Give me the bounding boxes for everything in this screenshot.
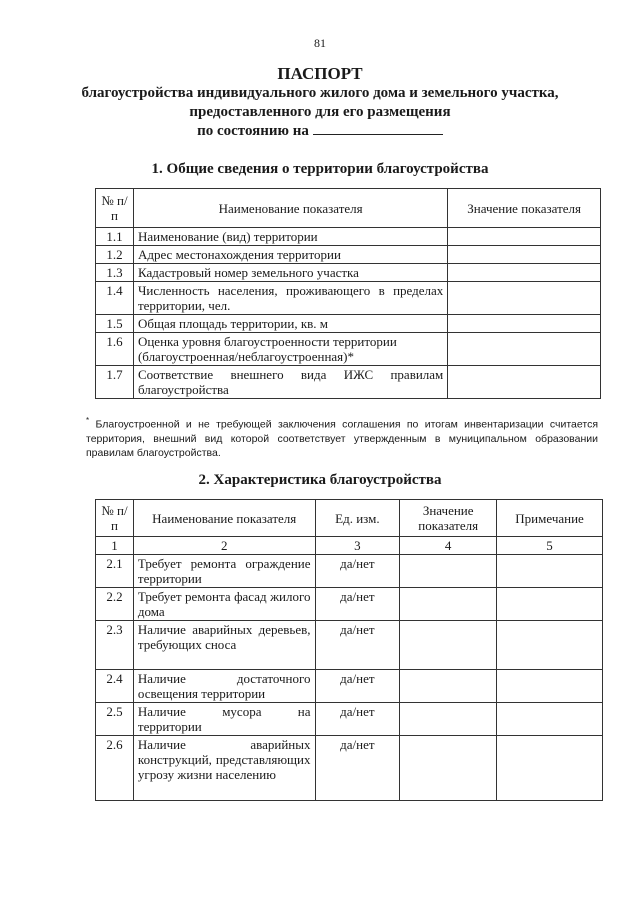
section-2-title: 2. Характеристика благоустройства (198, 472, 442, 488)
document-header (60, 64, 580, 141)
row-note-cell[interactable] (497, 703, 603, 736)
column-number: 4 (400, 537, 497, 555)
table-header-row (96, 500, 603, 537)
table-row (96, 228, 601, 246)
date-blank-field[interactable] (313, 122, 443, 135)
row-name: Оценка уровня благоустроенности территории (благоустроенная/неблагоустроенная)* (133, 333, 447, 366)
row-num: 1.5 (96, 315, 134, 333)
row-name: Численность населения, проживающего в пределах территории, чел. (133, 282, 447, 315)
table-row (96, 246, 601, 264)
header-unit: Ед. изм. (315, 500, 400, 537)
header-value: Значение показателя (400, 500, 497, 537)
table-row (96, 703, 603, 736)
column-number: 1 (96, 537, 134, 555)
header-name: Наименование показателя (133, 500, 315, 537)
row-unit: да/нет (315, 621, 400, 670)
document-subtitle-line-1: благоустройства индивидуального жилого дома и земельного участка, (81, 85, 559, 101)
row-value-cell[interactable] (400, 736, 497, 801)
row-num: 1.1 (96, 228, 134, 246)
header-num: № п/п (96, 500, 134, 537)
footnote-text: Благоустроенной и не требующей заключения соглашения по итогам инвентаризации считается территория, внешний вид которой соответствует утвержденным в муниципальном образовании правилам благоустройства. (86, 418, 599, 459)
row-value-cell[interactable] (400, 588, 497, 621)
row-name: Кадастровый номер земельного участка (133, 264, 447, 282)
footnote-marker: * (86, 416, 90, 425)
row-num: 2.5 (96, 703, 134, 736)
row-value-cell[interactable] (448, 333, 601, 366)
column-number: 5 (497, 537, 603, 555)
row-name: Требует ремонта фасад жилого дома (133, 588, 315, 621)
table-row (96, 670, 603, 703)
row-num: 1.4 (96, 282, 134, 315)
table-row (96, 736, 603, 801)
column-numbers-row (96, 537, 603, 555)
row-name: Наличие достаточного освещения территории (133, 670, 315, 703)
row-unit: да/нет (315, 555, 400, 588)
row-unit: да/нет (315, 588, 400, 621)
table-row (96, 333, 601, 366)
section-1-title: 1. Общие сведения о территории благоустройства (151, 161, 489, 177)
row-name: Адрес местонахождения территории (133, 246, 447, 264)
row-value-cell[interactable] (448, 282, 601, 315)
row-note-cell[interactable] (497, 588, 603, 621)
row-value-cell[interactable] (400, 555, 497, 588)
row-num: 2.1 (96, 555, 134, 588)
row-value-cell[interactable] (400, 703, 497, 736)
row-value-cell[interactable] (448, 246, 601, 264)
as-of-label: по состоянию на (197, 123, 309, 139)
table-row (96, 315, 601, 333)
row-num: 1.6 (96, 333, 134, 366)
document-title: ПАСПОРТ (277, 64, 363, 83)
row-num: 2.4 (96, 670, 134, 703)
row-note-cell[interactable] (497, 555, 603, 588)
row-name: Наличие мусора на территории (133, 703, 315, 736)
header-note: Примечание (497, 500, 603, 537)
row-unit: да/нет (315, 670, 400, 703)
row-value-cell[interactable] (448, 228, 601, 246)
row-num: 2.6 (96, 736, 134, 801)
row-num: 1.2 (96, 246, 134, 264)
page-number: 81 (314, 36, 326, 50)
row-num: 1.3 (96, 264, 134, 282)
row-num: 1.7 (96, 366, 134, 399)
row-value-cell[interactable] (448, 366, 601, 399)
table-header-row (96, 189, 601, 228)
row-name: Наличие аварийных конструкций, представляющих угрозу жизни населению (133, 736, 315, 801)
row-note-cell[interactable] (497, 670, 603, 703)
improvement-characteristics-table (95, 499, 603, 801)
table-row (96, 366, 601, 399)
table-row (96, 555, 603, 588)
row-unit: да/нет (315, 703, 400, 736)
row-note-cell[interactable] (497, 736, 603, 801)
row-note-cell[interactable] (497, 621, 603, 670)
document-subtitle-line-2: предоставленного для его размещения (189, 104, 451, 120)
column-number: 2 (133, 537, 315, 555)
header-num: № п/п (96, 189, 134, 228)
row-value-cell[interactable] (448, 315, 601, 333)
row-name: Общая площадь территории, кв. м (133, 315, 447, 333)
as-of-date-line (60, 122, 580, 141)
row-name: Наличие аварийных деревьев, требующих сноса (133, 621, 315, 670)
row-value-cell[interactable] (400, 621, 497, 670)
footnote (86, 414, 598, 460)
row-value-cell[interactable] (448, 264, 601, 282)
row-name: Наименование (вид) территории (133, 228, 447, 246)
row-name: Требует ремонта ограждение территории (133, 555, 315, 588)
row-value-cell[interactable] (400, 670, 497, 703)
table-row (96, 264, 601, 282)
row-num: 2.3 (96, 621, 134, 670)
row-unit: да/нет (315, 736, 400, 801)
row-name: Соответствие внешнего вида ИЖС правилам благоустройства (133, 366, 447, 399)
table-row (96, 282, 601, 315)
row-num: 2.2 (96, 588, 134, 621)
header-value: Значение показателя (448, 189, 601, 228)
column-number: 3 (315, 537, 400, 555)
table-row (96, 588, 603, 621)
general-info-table (95, 188, 601, 399)
table-row (96, 621, 603, 670)
header-name: Наименование показателя (133, 189, 447, 228)
